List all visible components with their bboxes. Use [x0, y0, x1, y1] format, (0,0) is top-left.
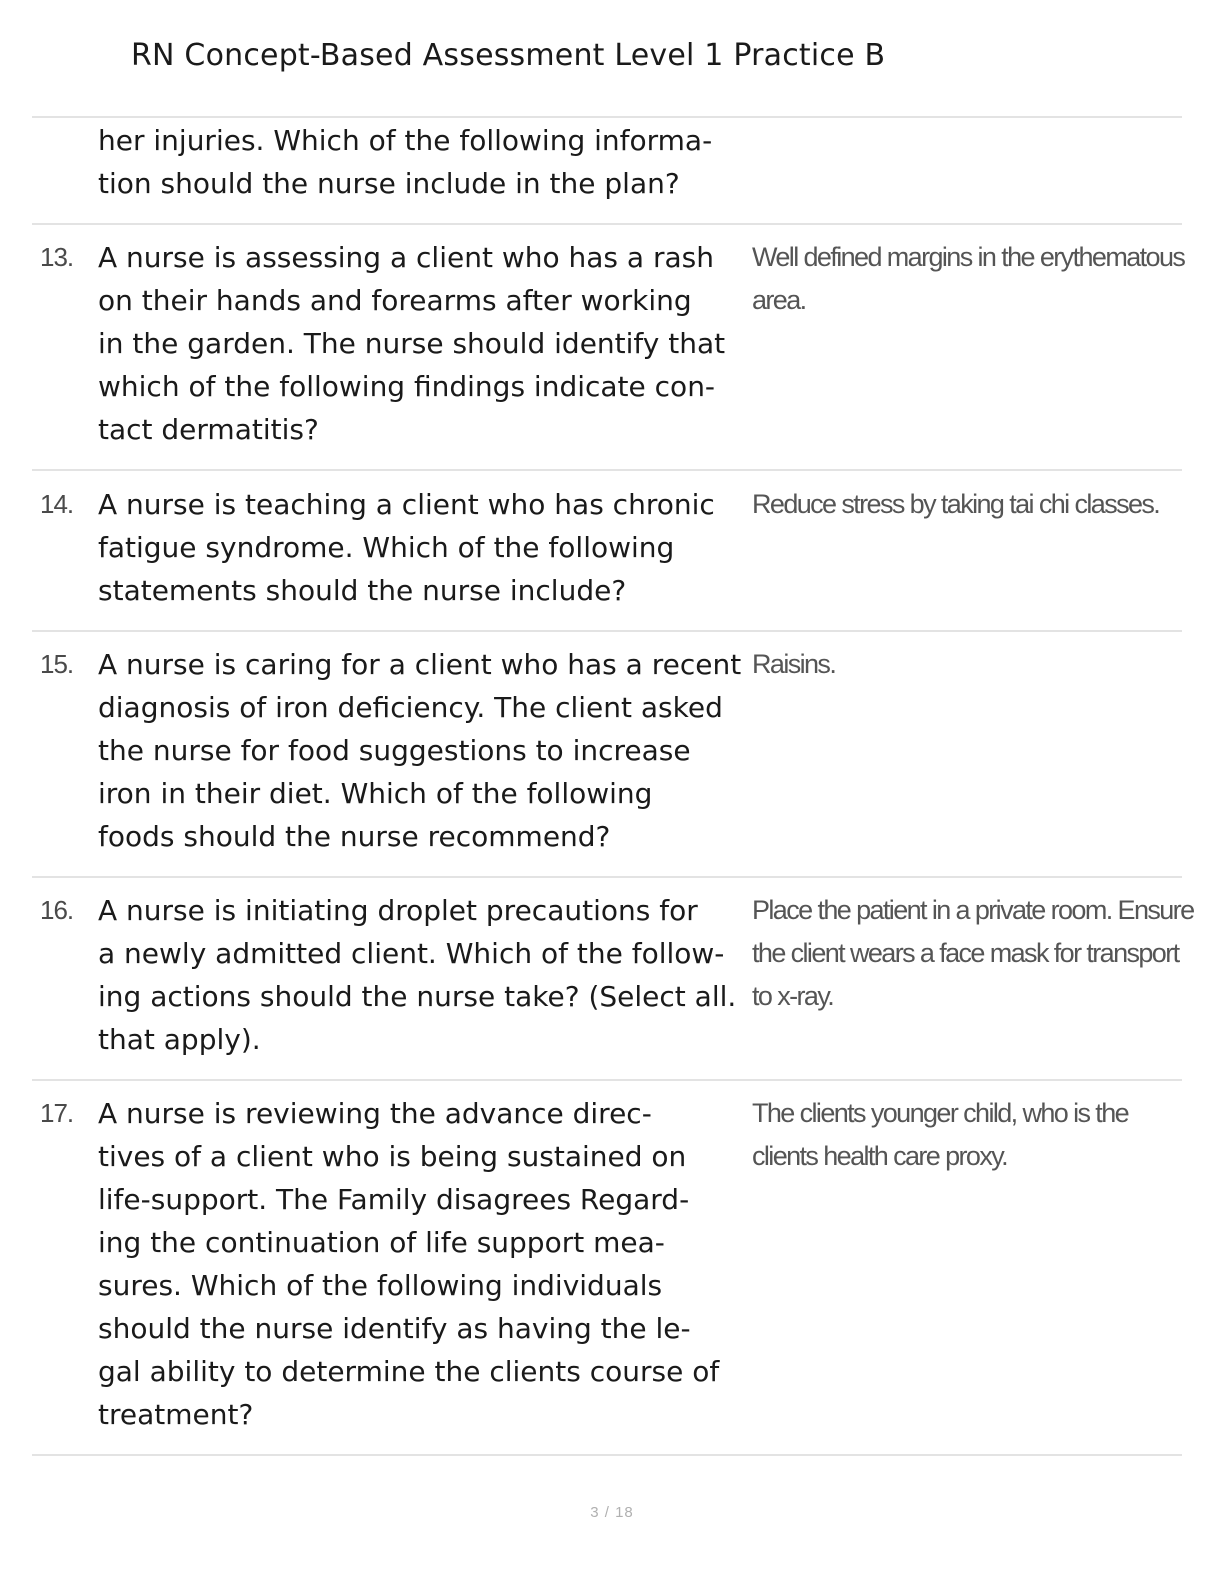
divider: [32, 1079, 1182, 1081]
question-text: [98, 236, 748, 451]
question-continuation: [98, 119, 748, 205]
answer-line: area.: [752, 285, 806, 315]
answer-text: [752, 483, 1182, 526]
divider: [32, 630, 1182, 632]
question-line: her injuries. Which of the following informa-: [98, 124, 713, 157]
question-line: a newly admitted client. Which of the follow-: [98, 937, 725, 970]
question-line: in the garden. The nurse should identify that: [98, 327, 726, 360]
question-line: iron in their diet. Which of the following: [98, 777, 653, 810]
question-line: which of the following findings indicate con-: [98, 370, 716, 403]
question-line: life-support. The Family disagrees Regard-: [98, 1183, 690, 1216]
question-line: A nurse is teaching a client who has chronic: [98, 488, 715, 521]
question-line: the nurse for food suggestions to increase: [98, 734, 691, 767]
question-line: gal ability to determine the clients course of: [98, 1355, 720, 1388]
question-line: should the nurse identify as having the le-: [98, 1312, 691, 1345]
divider: [32, 116, 1182, 118]
question-line: treatment?: [98, 1398, 254, 1431]
question-number: 14.: [40, 489, 74, 519]
answer-text: [752, 1092, 1182, 1178]
divider: [32, 876, 1182, 878]
question-line: A nurse is assessing a client who has a rash: [98, 241, 714, 274]
question-line: A nurse is caring for a client who has a recent: [98, 648, 742, 681]
question-text: [98, 483, 748, 612]
answer-line: The clients younger child, who is the: [752, 1098, 1129, 1128]
question-number: 16.: [40, 895, 74, 925]
question-number: 15.: [40, 649, 74, 679]
question-line: on their hands and forearms after working: [98, 284, 692, 317]
answer-text: [752, 236, 1185, 322]
question-line: tact dermatitis?: [98, 413, 319, 446]
answer-line: Place the patient in a private room. Ensure: [752, 895, 1194, 925]
answer-line: clients health care proxy.: [752, 1141, 1008, 1171]
divider: [32, 469, 1182, 471]
question-line: that apply).: [98, 1023, 261, 1056]
answer-line: to x-ray.: [752, 981, 834, 1011]
question-number: 13.: [40, 242, 74, 272]
question-line: tion should the nurse include in the plan?: [98, 167, 680, 200]
answer-line: Reduce stress by taking tai chi classes.: [752, 489, 1160, 519]
question-line: A nurse is reviewing the advance direc-: [98, 1097, 652, 1130]
answer-line: Raisins.: [752, 649, 836, 679]
answer-text: [752, 889, 1194, 1018]
question-line: ing actions should the nurse take? (Select all.: [98, 980, 737, 1013]
question-number: 17.: [40, 1098, 74, 1128]
question-text: [98, 889, 748, 1061]
question-text: [98, 643, 748, 858]
answer-text: [752, 643, 1182, 686]
answer-line: the client wears a face mask for transport: [752, 938, 1179, 968]
answer-line: Well defined margins in the erythematous: [752, 242, 1185, 272]
divider: [32, 223, 1182, 225]
question-line: diagnosis of iron deficiency. The client asked: [98, 691, 723, 724]
question-line: fatigue syndrome. Which of the following: [98, 531, 675, 564]
question-line: tives of a client who is being sustained on: [98, 1140, 687, 1173]
page-title: RN Concept-Based Assessment Level 1 Practice B: [131, 38, 886, 73]
page-number: 3 / 18: [590, 1504, 634, 1521]
question-text: [98, 1092, 748, 1436]
question-line: sures. Which of the following individuals: [98, 1269, 663, 1302]
question-line: A nurse is initiating droplet precautions for: [98, 894, 698, 927]
question-line: statements should the nurse include?: [98, 574, 627, 607]
question-line: foods should the nurse recommend?: [98, 820, 611, 853]
question-line: ing the continuation of life support mea-: [98, 1226, 665, 1259]
divider: [32, 1454, 1182, 1456]
